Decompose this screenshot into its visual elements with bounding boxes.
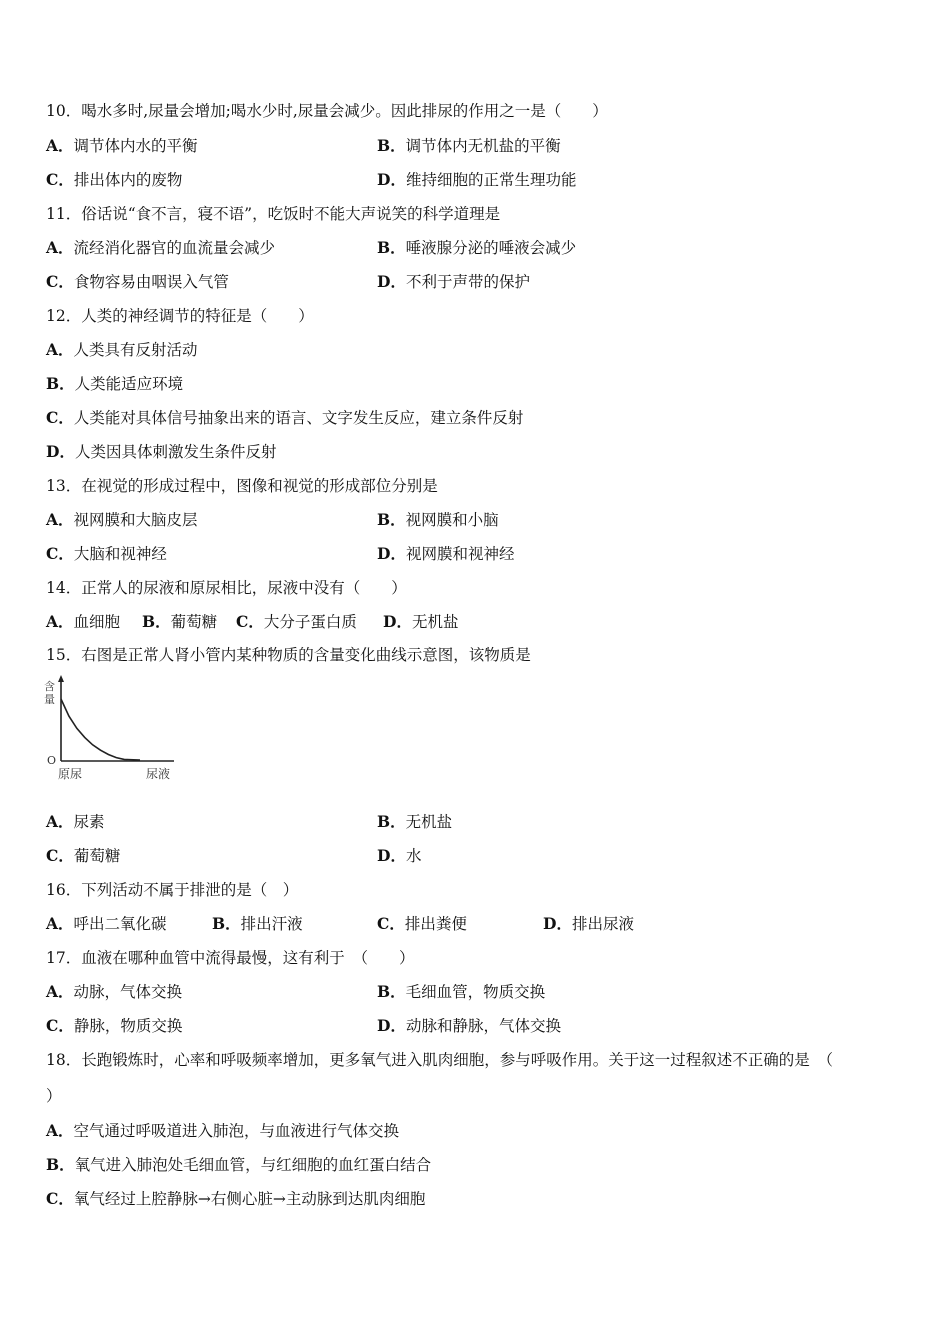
option-text: 血细胞 (73, 613, 121, 631)
question-11-stem: 11．俗话说“食不言，寝不语”，吃饭时不能大声说笑的科学道理是 (46, 205, 501, 223)
option-text: 视网膜和视神经 (405, 545, 515, 563)
q17-option-b[interactable] (377, 980, 545, 1004)
option-text: 葡萄糖 (73, 847, 121, 865)
q12-option-b[interactable] (46, 372, 183, 396)
option-label: B． (377, 982, 406, 1001)
option-text: 人类因具体刺激发生条件反射 (74, 443, 277, 461)
option-text: 排出体内的废物 (73, 171, 183, 189)
option-label: D． (543, 914, 572, 933)
question-13-stem: 13．在视觉的形成过程中，图像和视觉的形成部位分别是 (46, 477, 438, 495)
option-label: D． (377, 272, 406, 291)
option-label: C． (46, 272, 74, 291)
question-15-stem: 15．右图是正常人肾小管内某种物质的含量变化曲线示意图，该物质是 (46, 646, 531, 664)
q13-option-d[interactable] (377, 542, 514, 566)
option-text: 人类能对具体信号抽象出来的语言、文字发生反应，建立条件反射 (73, 409, 524, 427)
content-curve-line (61, 699, 140, 760)
q12-option-c[interactable] (46, 406, 523, 430)
q13-option-c[interactable] (46, 542, 167, 566)
q16-option-b[interactable] (212, 912, 303, 936)
option-text: 视网膜和大脑皮层 (73, 511, 198, 529)
option-label: C． (46, 1189, 74, 1208)
option-label: A． (46, 1121, 74, 1140)
option-label: C． (236, 612, 264, 631)
option-text: 动脉，气体交换 (73, 983, 183, 1001)
q16-option-c[interactable] (377, 912, 467, 936)
option-label: B． (212, 914, 241, 933)
option-label: B． (46, 374, 75, 393)
option-text: 维持细胞的正常生理功能 (405, 171, 577, 189)
option-text: 唾液腺分泌的唾液会减少 (405, 239, 577, 257)
option-text: 人类能适应环境 (74, 375, 184, 393)
option-text: 流经消化器官的血流量会减少 (73, 239, 276, 257)
q16-option-d[interactable] (543, 912, 634, 936)
option-text: 人类具有反射活动 (73, 341, 198, 359)
option-text: 静脉，物质交换 (73, 1017, 183, 1035)
option-text: 食物容易由咽误入气管 (73, 273, 229, 291)
q15-option-c[interactable] (46, 844, 120, 868)
q18-option-c[interactable] (46, 1187, 425, 1211)
q11-option-c[interactable] (46, 270, 229, 294)
option-text: 尿素 (73, 813, 105, 831)
question-10-stem: 10．喝水多时,尿量会增加;喝水少时,尿量会减少。因此排尿的作用之一是（ ） (46, 102, 608, 120)
option-label: C． (377, 914, 405, 933)
q18-option-b[interactable] (46, 1153, 431, 1177)
y-axis-label-2: 量 (44, 693, 55, 706)
option-text: 调节体内无机盐的平衡 (405, 137, 561, 155)
question-18-stem-continued: ） (46, 1087, 62, 1105)
q17-option-a[interactable] (46, 980, 182, 1004)
x-tick-label-start: 原尿 (58, 767, 83, 781)
q17-option-c[interactable] (46, 1014, 182, 1038)
option-label: D． (377, 544, 406, 563)
option-label: D． (383, 612, 412, 631)
x-tick-label-end: 尿液 (146, 767, 171, 781)
q16-option-a[interactable] (46, 912, 167, 936)
y-axis-label-1: 含 (44, 680, 55, 693)
q14-option-a[interactable] (46, 610, 120, 634)
q12-option-d[interactable] (46, 440, 276, 464)
option-text: 视网膜和小脑 (405, 511, 499, 529)
option-label: C． (46, 846, 74, 865)
option-label: A． (46, 238, 74, 257)
option-label: A． (46, 340, 74, 359)
q15-option-b[interactable] (377, 810, 452, 834)
q11-option-d[interactable] (377, 270, 530, 294)
option-text: 大分子蛋白质 (263, 613, 357, 631)
question-14-stem: 14．正常人的尿液和原尿相比，尿液中没有（ ） (46, 579, 407, 597)
q14-option-d[interactable] (383, 610, 458, 634)
option-label: A． (46, 510, 74, 529)
content-curve-chart (40, 673, 190, 785)
option-label: A． (46, 612, 74, 631)
option-text: 排出粪便 (404, 915, 467, 933)
option-label: C． (46, 408, 74, 427)
q13-option-a[interactable] (46, 508, 198, 532)
option-text: 葡萄糖 (170, 613, 218, 631)
question-17-stem: 17．血液在哪种血管中流得最慢，这有利于 （ ） (46, 949, 415, 967)
q10-option-c[interactable] (46, 168, 182, 192)
option-label: A． (46, 982, 74, 1001)
option-label: D． (377, 170, 406, 189)
q15-option-a[interactable] (46, 810, 105, 834)
origin-label: O (47, 754, 57, 767)
option-label: A． (46, 812, 74, 831)
option-text: 呼出二氧化碳 (73, 915, 167, 933)
option-label: B． (377, 238, 406, 257)
q11-option-b[interactable] (377, 236, 576, 260)
option-label: D． (377, 1016, 406, 1035)
option-text: 调节体内水的平衡 (73, 137, 198, 155)
q13-option-b[interactable] (377, 508, 499, 532)
q10-option-d[interactable] (377, 168, 576, 192)
q15-option-d[interactable] (377, 844, 421, 868)
option-text: 毛细血管，物质交换 (405, 983, 546, 1001)
option-text: 氧气进入肺泡处毛细血管，与红细胞的血红蛋白结合 (74, 1156, 432, 1174)
option-label: B． (46, 1155, 75, 1174)
option-text: 排出汗液 (240, 915, 303, 933)
option-text: 动脉和静脉，气体交换 (405, 1017, 561, 1035)
option-label: A． (46, 914, 74, 933)
option-label: C． (46, 170, 74, 189)
option-text: 空气通过呼吸道进入肺泡，与血液进行气体交换 (73, 1122, 400, 1140)
option-text: 水 (405, 847, 422, 865)
option-label: D． (46, 442, 75, 461)
option-label: D． (377, 846, 406, 865)
option-label: C． (46, 544, 74, 563)
q11-option-a[interactable] (46, 236, 275, 260)
option-text: 氧气经过上腔静脉→右侧心脏→主动脉到达肌肉细胞 (73, 1190, 426, 1208)
q10-option-a[interactable] (46, 134, 198, 158)
q17-option-d[interactable] (377, 1014, 561, 1038)
y-axis-arrow (58, 675, 64, 682)
option-label: C． (46, 1016, 74, 1035)
option-label: B． (377, 812, 406, 831)
option-label: B． (142, 612, 171, 631)
q12-option-a[interactable] (46, 338, 198, 362)
question-12-stem: 12．人类的神经调节的特征是（ ） (46, 307, 314, 325)
q10-option-b[interactable] (377, 134, 561, 158)
q18-option-a[interactable] (46, 1119, 399, 1143)
option-text: 不利于声带的保护 (405, 273, 530, 291)
option-text: 排出尿液 (571, 915, 634, 933)
question-16-stem: 16．下列活动不属于排泄的是（ ） (46, 881, 299, 899)
question-18-stem: 18．长跑锻炼时，心率和呼吸频率增加，更多氧气进入肌肉细胞，参与呼吸作用。关于这一过程叙述不正确的是 （ (46, 1051, 833, 1069)
option-label: B． (377, 510, 406, 529)
option-label: B． (377, 136, 406, 155)
q14-option-c[interactable] (236, 610, 357, 634)
option-label: A． (46, 136, 74, 155)
option-text: 大脑和视神经 (73, 545, 167, 563)
option-text: 无机盐 (405, 813, 453, 831)
option-text: 无机盐 (411, 613, 459, 631)
q14-option-b[interactable] (142, 610, 217, 634)
